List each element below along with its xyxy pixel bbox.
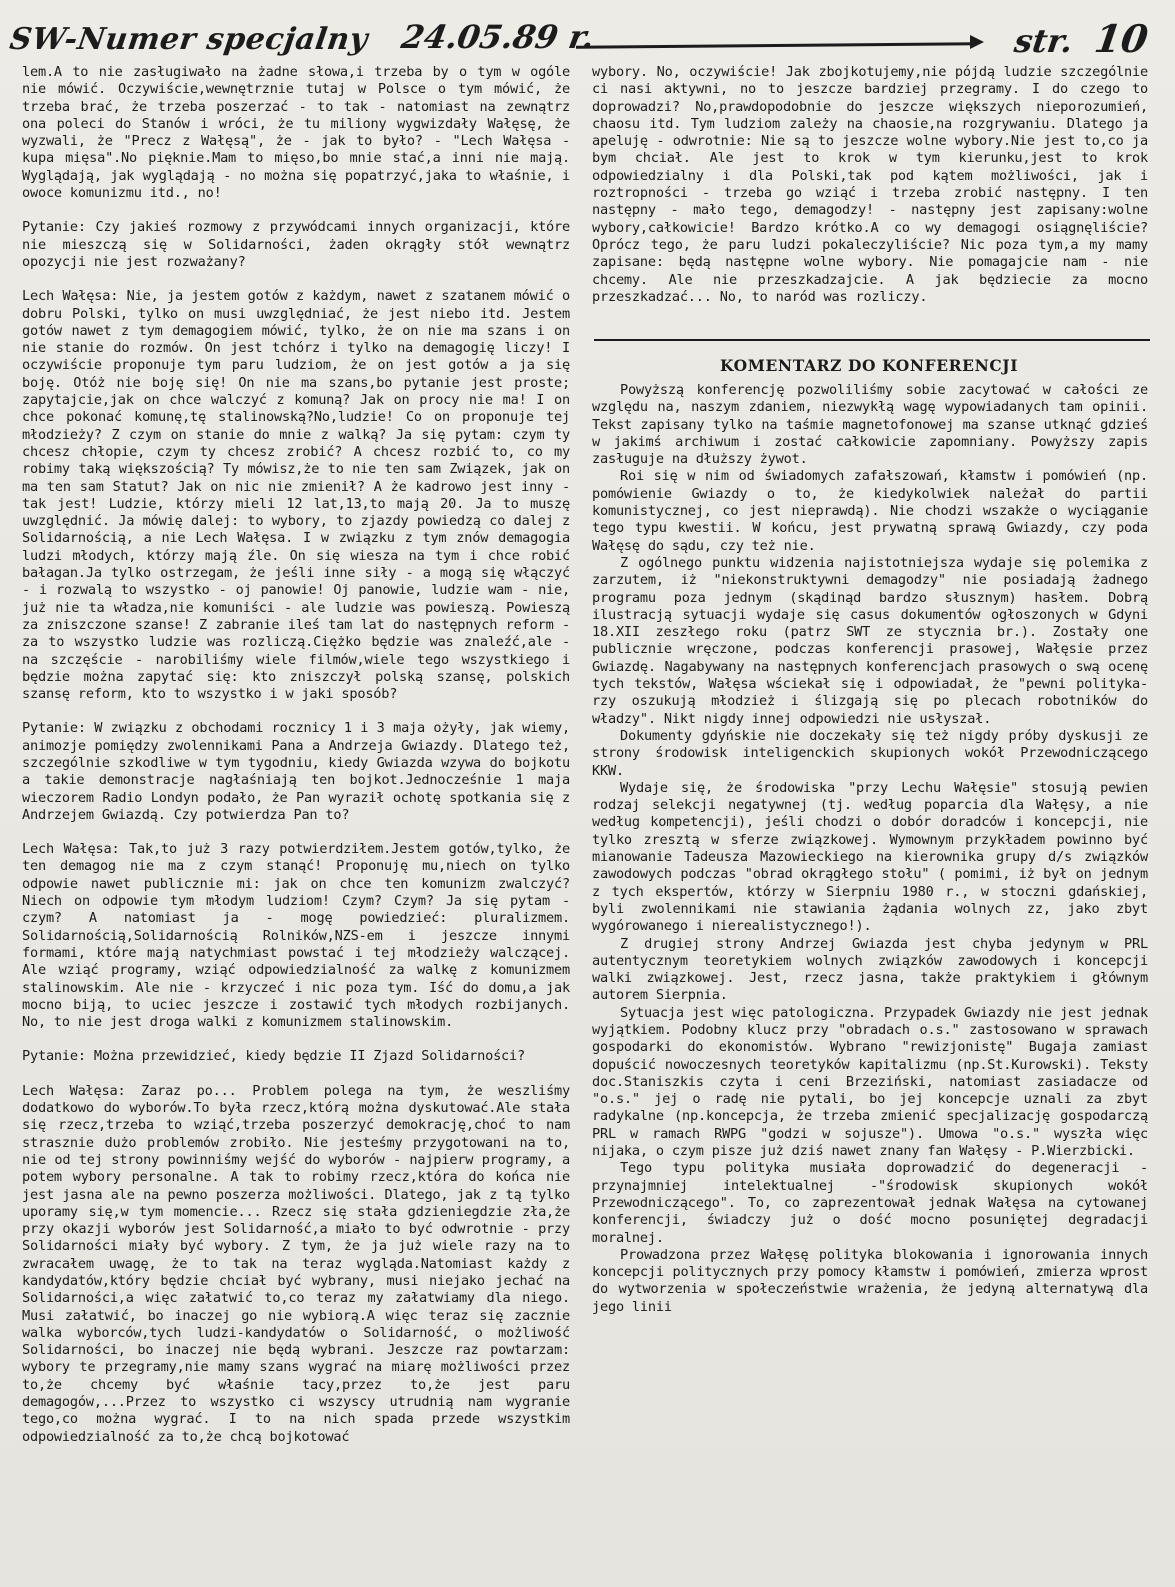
question-paragraph: Pytanie: Czy jakieś rozmowy z przywódcami innych organizacji, które nie mieszczą się w Solidarności, żaden okrągły stół wewnątrz opozycji nie jest rozważany? — [22, 219, 570, 270]
question-paragraph: Pytanie: Można przewidzieć, kiedy będzie II Zjazd Solidarności? — [22, 1048, 526, 1065]
commentary-paragraph: Z drugiej strony Andrzej Gwiazda jest chyba jedynym w PRL autentycznym teoretykiem wolnych związków zawodowych i koncepcji walki związkowej. Jest, rzecz jasna, także praktykiem i głównym autorem Sierpnia. — [592, 935, 1148, 1004]
commentary-paragraph: Roi się w nim od świadomych zafałszowań, kłamstw i pomówień (np. pomówienie Gwiazdy o to, że kiedykolwiek należał do partii komunistycznej, co jest nieprawdą). Nie chodzi wszakże o wyciąganie tego typu kwestii. W końcu, jest prywatną sprawą Gwiazdy, czy poda Wałęsę do sądu, czy też nie. — [592, 468, 1148, 554]
left-column — [22, 64, 570, 1463]
commentary-column — [592, 382, 1148, 1316]
commentary-paragraph: Wydaje się, że środowiska "przy Lechu Wałęsie" stosują pewien rodzaj selekcji negatywnej (tj. według poparcia dla Wałęsy, a nie według kompetencji), jeśli chodzi o dobór doradców i koncepcji, nie tylko zresztą w sferze związkowej. Wymownym przykładem powinno być mianowanie Tadeusza Mazowieckiego na kierownika grupy d/s związków zawodowych podczas "obrad okrągłego stołu" ( pomimi, iż był on jednym z tych ekspertów, którzy w Sierpniu 1980 r., w stoczni gdańskiej, byli zwolennikami nie stawiania żądania wolnych zz, jako zbyt wygórowanego i nierealistycznego!). — [592, 779, 1148, 935]
paragraph: wybory. No, oczywiście! Jak zbojkotujemy,nie pójdą ludzie szczególnie ci nasi aktywni, no to jeszcze bardziej przegramy. I do czego to doprowadzi? No,prawdopodobnie do jeszcze większych nieporozumień, chaosu itd. Tym ludziom zależy na chaosie,na rozgrywaniu. Dlatego ja apeluję - odwrotnie: Nie są to jeszcze wolne wybory.Nie jest to,co ja bym chciał. Ale jest to krok w tym kierunku,jest to krok odpowiedzialny i dla Polski,tak pod kątem możliwości, jak i roztropności - trzeba go wziąć i trzeba zrobić następny. I ten następny - mało tego, demagodzy! - następny jest zapisany:wolne wybory,całkowicie! Bardzo krótko.A co wy demagogi osiągnęliście? Oprócz tego, że paru ludzi pokaleczyliście? Nic poza tym,a my mamy zapisane: będą następne wolne wybory. Nie pomagajcie nam - nie chcemy. Ale nie przeszkadzajcie. A jak będziecie za mocno przeszkadzać... No, to naród was rozliczy. — [592, 64, 1148, 305]
answer-paragraph: Lech Wałęsa: Zaraz po... Problem polega na tym, że weszliśmy dodatkowo do wyborów.To była rzecz,którą można dyskutować.Ale stała się rzecz,trzeba to wziąć,trzeba poszerzyć demokrację,choć to nam strasznie dużo problemów zrobiło. Nie jesteśmy przygotowani na to, nie od tej strony powinniśmy wejść do wyborów - najpierw programy, a potem wybory personalne. A tak to robimy rzecz,która do końca nie jest jasna ale na pewno poszerza możliwości. Dlatego, jak z tą tylko uporamy się,w tym momencie... Rzecz się stała gdzieniegdzie zła,że przy okazji wyborów jest Solidarność,a miało to być odwrotnie - przy Solidarności miały być wybory. Z tym, że ja już wiele razy na to zwracałem uwagę, że to tak na teraz wygląda.Natomiast każdy z kandydatów,który będzie chciał być wybrany, musi niejako jechać na Solidarności,a więc załatwić to,co teraz my załatwiamy dla niego. Musi załatwić, bo inaczej go nie wybiorą.A więc teraz się zacznie walka wyborców,tych ludzi-kandydatów o Solidarność, o możliwość Solidarności, bo inaczej nie będą wybrani. Jeszcze raz powtarzam: wybory te przegramy,nie mamy szans wygrać na miarę możliwości przez to,że chcemy być właśnie tacy,przez to,że jest paru demagogów,...Przez to wszystko ci wszyscy utrudnią nam wygranie tego,co można wygrać. I to na nich spada przede wszystkim odpowiedzialność za to,że chcą bojkotować — [22, 1082, 570, 1445]
page-indicator — [1012, 16, 1151, 61]
commentary-heading: KOMENTARZ DO KONFERENCJI — [720, 356, 1019, 375]
commentary-paragraph: Sytuacja jest więc patologiczna. Przypadek Gwiazdy nie jest jednak wyjątkiem. Podobny klucz przy "obradach o.s." zastosowano w sprawach gospodarki do ekonomistów. Wybrano "rewizjonistę" Bugaja zamiast dopuścić nowoczesnych teoretyków kapitalizmu (np.St.Kurowski). Teksty doc.Staniszkis czyta i ceni Brzeziński, natomiast zasiadacze od "o.s." jej o radę nie pytali, bo jej koncepcje uznali za zbyt radykalne (np.koncepcja, że trzeba zmienić specjalizację gospodarczą PRL w ramach RWPG "godzi w sojusze"). Umowa "o.s." wyszła więc nijaka, o czym pisze już dziś nawet znany fan Wałęsy - P.Wierzbicki. — [592, 1004, 1148, 1160]
commentary-paragraph: Powyższą konferencję pozwoliliśmy sobie zacytować w całości ze względu na, naszym zdaniem, niezwykłą wagę wypowiadanych tam opinii. Tekst zapisany tylko na taśmie magnetofonowej ma szanse utknąć gdzieś w jakimś archiwum i zostać całkowicie zapomniany. Powyższy zapis zasługuje na dłuższy żywot. — [592, 382, 1148, 468]
question-paragraph: Pytanie: W związku z obchodami rocznicy 1 i 3 maja ożyły, jak wiemy, animozje pomiędzy zwolennikami Pana a Andrzeja Gwiazdy. Dlatego też, szczególnie szkodliwe w tym tygodniu, kiedy Gwiazda wzywa do bojkotu a takie demonstracje nagłaśniają ten bojkot.Jednocześnie 1 maja wieczorem Radio Londyn podało, że Pan wyraził ochotę spotkania się z Andrzejem Gwiazdą. Czy potwierdza Pan to? — [22, 720, 570, 823]
publication-title: SW-Numer specjalny — [7, 22, 371, 57]
page-header — [7, 16, 1160, 70]
commentary-paragraph: Z ogólnego punktu widzenia najistotniejsza wydaje się polemika z zarzutem, iż "niekonstruktywni demagodzy" nie posiadają żadnego programu poza jednym (skądinąd bardzo słusznym) hasłem. Dobrą ilustracją sytuacji wydaje się casus dokumentów ogłoszonych w Gdyni 18.XII zeszłego roku (patrz SWT ze stycznia br.). Zostały one publicznie wręczone, podczas konferencji prasowej, Wałęsie przez Gwiazdę. Nagabywany na następnych konferencjach prasowych o swą ocenę tych tekstów, Wałęsa wściekał się i odpowiadał, że "pewni polityka-rzy oszukują młodzież i ślizgają się po plecach robotników do władzy". Nikt nigdy innej odpowiedzi nie usłyszał. — [592, 554, 1148, 727]
arrow-icon — [970, 35, 984, 49]
page-label: str. — [1011, 22, 1076, 60]
answer-paragraph: Lech Wałęsa: Tak,to już 3 razy potwierdziłem.Jestem gotów,tylko, że ten demagog nie ma z czym stanąć! Proponuję mu,niech on tylko odpowie nawet publicznie mi: jak on chce ten komunizm zwalczyć? Niech on odpowie tym młodym ludziom! Czym? Czym? Ja się pytam - czym? A natomiast ja - mogę powiedzieć: pluralizmem. Solidarnością,Solidarnością Rolników,NZS-em i jeszcze innymi formami, które mają natychmiast powstać i tej młodzieży walczącej. Ale wziąć programy, wziąć odpowiedzialność za walkę z komunizmem stalinowskim. Ale nie - krzyczeć i nic poza tym. Iść do domu,a jak mocno biją, to uciec jeszcze i zostawić tych młodych rozbijanych. No, to nie jest droga walki z komunizmem stalinowskim. — [22, 841, 570, 1031]
section-divider — [594, 339, 1150, 341]
paragraph: lem.A to nie zasługiwało na żadne słowa,i trzeba by o tym w ogóle nie mówić. Oczywiście,wewnętrznie tutaj w Polsce o tym mówić, że trzeba brać, że trzeba poszerzać - to tak - natomiast na zewnątrz ona poleci do Stanów i wróci, że tu miliony wygwizdały Wałęsę, że wyzwali, że "Precz z Wałęsą", że - jak to było? - "Lech Wałęsa - kupa mięsa".No pięknie.Mam to mięso,bo mnie stać,a inni nie mają. Wyglądają, jak wyglądają - no można się popatrzyć,jaka to właśnie, i owoce komunizmu itd., no! — [22, 64, 570, 202]
commentary-paragraph: Dokumenty gdyńskie nie doczekały się też nigdy próby dyskusji ze strony środowisk inteligenckich skupionych wokół Przewodniczącego KKW. — [592, 727, 1148, 779]
answer-paragraph: Lech Wałęsa: Nie, ja jestem gotów z każdym, nawet z szatanem mówić o dobru Polski, tylko on musi uwzględniać, że jest niebo itd. Jestem gotów nawet z tym demagogiem mówić, tylko, że on nie ma szans i on nie stanie do rozmów. On jest tchórz i tylko na demagogię liczy! I oczywiście proponuje tym paru ludziom, że on jest gotów a ja się boję. Otóż nie boję się! On nie ma szans,bo pytanie jest proste; zapytajcie,jak on chce walczyć z komuną? Jak on procy nie ma! I on chce pokonać komunę,tę stalinowską?No,ludzie! Co on proponuje tej młodzieży? Z czym on stanie do mnie z walką? Ja się pytam: czym ty chcesz chłopie, czym ty chcesz zrobić? A chcesz rozbić to, co my robimy taką większością? Ty mówisz,że to nie ten sam Związek, jak on ma ten sam Statut? Jak on nic nie zmienił? A że kadrowo jest inny - tak jest! Ludzie, którzy mieli 12 lat,13,to mają 20. Ja to muszę uwzględnić. Ja mówię dalej: to wybory, to zjazdy powiedzą co dalej z Solidarnością, a nie Lech Wałęsa. I w związku z tym znów demagogia ludzi młodych, którzy mają źle. On się wiesza na tym i chce robić bałagan.Ja tylko ostrzegam, że jeśli inne siły - a mogą się włączyć - i rozwalą to wszystko - oj panowie! Oj panowie, ludzie wam - nie, już nie ta władza,nie komuniści - ale ludzie was powieszą. Powieszą za zniszczone szanse! Z zabranie ileś tam lat do następnych reform - za to wszystko ludzie was rozliczą.Ciężko będzie was znaleźć,ale - na szczęście - narobiliśmy wiele filmów,wiele tego wszystkiego i będzie można zapytać się: kto zniszczył polską szansę, polskich szansę reform, kto to wszystko i w jaki sposób? — [22, 288, 570, 703]
page-number: 10 — [1091, 16, 1151, 61]
commentary-paragraph: Prowadzona przez Wałęsę polityka blokowania i ignorowania innych koncepcji politycznych przy pomocy kłamstw i pomówień, zmierza wprost do wytworzenia w społeczeństwie wrażenia, że jedyną alternatywą dla jego linii — [592, 1246, 1148, 1315]
commentary-paragraph: Tego typu polityka musiała doprowadzić do degeneracji - przynajmniej intelektualnej -"środowisk skupionych wokół Przewodniczącego". To, co zaprezentował jednak Wałęsa na cytowanej konferencji, świadczy już o dość mocno posuniętej degradacji moralnej. — [592, 1160, 1148, 1246]
issue-date: 24.05.89 r. — [398, 18, 598, 56]
header-rule — [576, 42, 976, 48]
right-column-top — [592, 64, 1148, 323]
